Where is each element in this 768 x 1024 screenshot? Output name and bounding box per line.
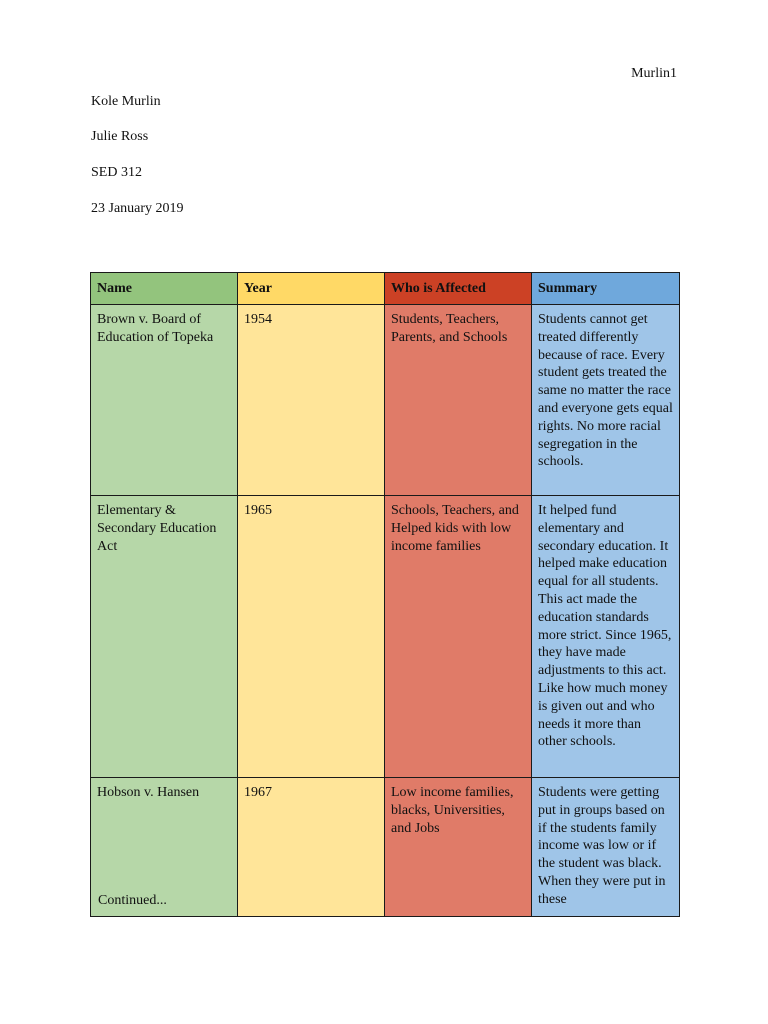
cell-name: Hobson v. Hansen: [97, 785, 200, 800]
column-header-who-affected: Who is Affected: [385, 273, 532, 305]
education-laws-table: [90, 272, 680, 917]
cell-name-with-note: [91, 778, 238, 917]
cell-year: 1967: [238, 778, 385, 917]
cell-summary: It helped fund elementary and secondary education. It helped make education equal for all students. This act made the education standards more strict. Since 1965, they have made adjustments to this act. Like how much money is given out and who needs it more than other schools.: [532, 496, 680, 778]
cell-summary: Students were getting put in groups based on if the students family income was low or if the student was black. When they were put in these: [532, 778, 680, 917]
cell-year: 1954: [238, 305, 385, 496]
column-header-year: Year: [238, 273, 385, 305]
cell-who-affected: Schools, Teachers, and Helped kids with low income families: [385, 496, 532, 778]
table-row: [91, 496, 680, 778]
cell-name: Elementary & Secondary Education Act: [91, 496, 238, 778]
page-number-header: Murlin1: [631, 66, 677, 81]
cell-who-affected: Low income families, blacks, Universities, and Jobs: [385, 778, 532, 917]
cell-year: 1965: [238, 496, 385, 778]
instructor-name: Julie Ross: [91, 129, 149, 144]
author-name: Kole Murlin: [91, 94, 161, 109]
column-header-summary: Summary: [532, 273, 680, 305]
table-header-row: [91, 273, 680, 305]
continued-note: Continued...: [98, 893, 167, 909]
document-date: 23 January 2019: [91, 201, 184, 216]
table-row: [91, 778, 680, 917]
cell-name: Brown v. Board of Education of Topeka: [91, 305, 238, 496]
cell-who-affected: Students, Teachers, Parents, and Schools: [385, 305, 532, 496]
cell-summary: Students cannot get treated differently because of race. Every student gets treated the same no matter the race and everyone gets equal rights. No more racial segregation in the schools.: [532, 305, 680, 496]
column-header-name: Name: [91, 273, 238, 305]
table-row: [91, 305, 680, 496]
course-code: SED 312: [91, 165, 142, 180]
